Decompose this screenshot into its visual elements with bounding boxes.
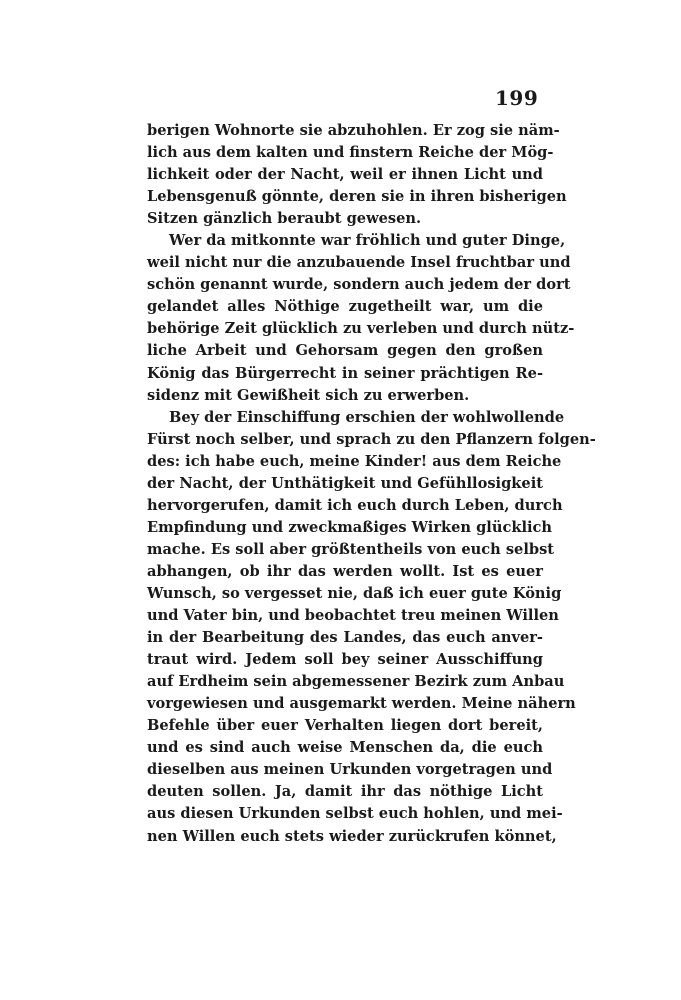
- text-line: dieselben aus meinen Urkunden vorgetragen und: [147, 761, 553, 779]
- text-line: lichkeit oder der Nacht, weil er ihnen Licht und: [147, 166, 543, 184]
- text-line: traut wird. Jedem soll bey seiner Ausschiffung: [147, 651, 543, 669]
- text-line: hervorgerufen, damit ich euch durch Leben, durch: [147, 496, 563, 514]
- text-line: Lebensgenuß gönnte, deren sie in ihren bisherigen: [147, 188, 567, 206]
- text-line: in der Bearbeitung des Landes, das euch anver-: [147, 629, 543, 647]
- text-line: deuten sollen. Ja, damit ihr das nöthige Licht: [147, 783, 543, 801]
- text-line: Wer da mitkonnte war fröhlich und guter Dinge,: [169, 232, 566, 250]
- text-line: Fürst noch selber, und sprach zu den Pflanzern folgen-: [147, 430, 596, 448]
- text-line: lich aus dem kalten und finstern Reiche der Mög-: [147, 144, 554, 162]
- text-line: aus diesen Urkunden selbst euch hohlen, und mei-: [147, 805, 563, 823]
- text-line: abhangen, ob ihr das werden wollt. Ist es euer: [147, 562, 543, 580]
- text-line: mache. Es soll aber größtentheils von euch selbst: [147, 540, 555, 558]
- text-line: weil nicht nur die anzubauende Insel fruchtbar und: [147, 254, 571, 272]
- text-line: des: ich habe euch, meine Kinder! aus dem Reiche: [147, 452, 562, 470]
- text-line: auf Erdheim sein abgemessener Bezirk zum Anbau: [147, 673, 565, 691]
- text-line: Wunsch, so vergesset nie, daß ich euer gute König: [147, 584, 562, 602]
- body-text: [147, 120, 596, 848]
- text-line: schön genannt wurde, sondern auch jedem der dort: [147, 276, 571, 294]
- text-line: Sitzen gänzlich beraubt gewesen.: [147, 210, 422, 228]
- text-line: Bey der Einschiffung erschien der wohlwollende: [169, 408, 565, 426]
- text-line: gelandet alles Nöthige zugetheilt war, um die: [147, 298, 543, 316]
- text-line: und Vater bin, und beobachtet treu meinen Willen: [147, 607, 559, 625]
- text-line: nen Willen euch stets wieder zurückrufen könnet,: [147, 827, 557, 845]
- text-line: der Nacht, der Unthätigkeit und Gefühllosigkeit: [147, 474, 543, 492]
- text-line: vorgewiesen und ausgemarkt werden. Meine nähern: [147, 695, 576, 713]
- text-line: Empfindung und zweckmaßiges Wirken glücklich: [147, 518, 553, 536]
- text-line: behörige Zeit glücklich zu verleben und durch nütz-: [147, 320, 575, 338]
- text-line: Befehle über euer Verhalten liegen dort bereit,: [147, 717, 543, 735]
- text-line: König das Bürgerrecht in seiner prächtigen Re-: [147, 364, 543, 382]
- text-line: berigen Wohnorte sie abzuhohlen. Er zog sie näm-: [147, 122, 560, 139]
- text-line: und es sind auch weise Menschen da, die euch: [147, 739, 543, 757]
- text-line: liche Arbeit und Gehorsam gegen den großen: [147, 342, 543, 360]
- text-line: sidenz mit Gewißheit sich zu erwerben.: [147, 386, 470, 404]
- page-number: 199: [495, 86, 539, 110]
